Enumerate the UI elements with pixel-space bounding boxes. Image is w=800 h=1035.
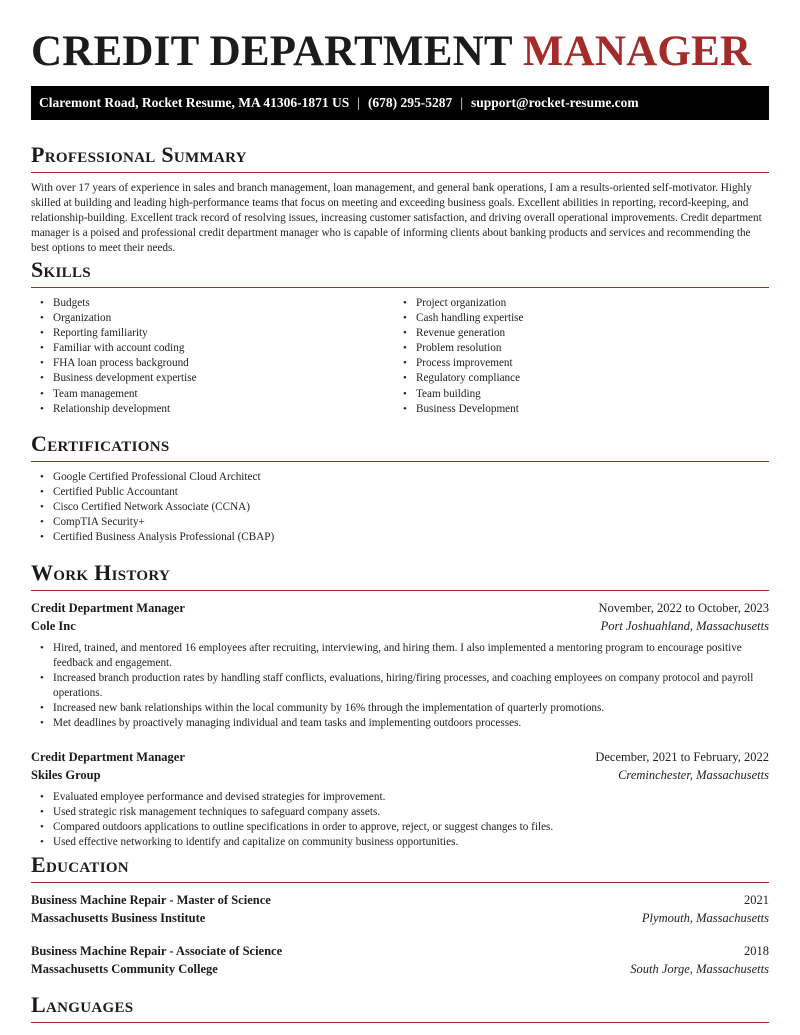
education-degree: Business Machine Repair - Associate of Science bbox=[31, 944, 283, 958]
contact-address: Claremont Road, Rocket Resume, MA 41306-1871 US bbox=[39, 95, 350, 110]
job-bullet: • Increased new bank relationships within the local community by 16% through the implementation of quarterly promotions. bbox=[53, 701, 769, 716]
education-school: Massachusetts Business Institute bbox=[31, 911, 206, 925]
job-dates: December, 2021 to February, 2022 bbox=[595, 749, 769, 764]
skill-item: • Relationship development bbox=[53, 402, 394, 417]
skill-item: • Organization bbox=[53, 311, 394, 326]
education-section bbox=[31, 852, 769, 978]
job-bullet: • Compared outdoors applications to outline specifications in order to approve, reject, or suggest changes to files. bbox=[53, 820, 769, 835]
job-location: Port Joshuahland, Massachusetts bbox=[600, 619, 769, 633]
skill-item: • Team management bbox=[53, 387, 394, 402]
skills-column-left bbox=[31, 296, 394, 417]
job-bullet: • Evaluated employee performance and devised strategies for improvement. bbox=[53, 790, 769, 805]
skills-column-right bbox=[394, 296, 757, 417]
skill-item: • Budgets bbox=[53, 296, 394, 311]
skill-item: • Project organization bbox=[416, 296, 757, 311]
title-accent: MANAGER bbox=[522, 28, 752, 75]
education-degree-row bbox=[31, 942, 769, 960]
skill-item: • Team building bbox=[416, 387, 757, 402]
job-bullets bbox=[31, 641, 769, 732]
certification-item: • Certified Public Accountant bbox=[53, 485, 769, 500]
education-entry bbox=[31, 942, 769, 978]
skills-heading: Skills bbox=[31, 257, 91, 282]
section-divider bbox=[31, 287, 769, 288]
skills-list-right bbox=[394, 296, 757, 417]
skill-item: • Process improvement bbox=[416, 356, 757, 371]
skill-item: • Business development expertise bbox=[53, 371, 394, 386]
languages-section bbox=[31, 992, 769, 1031]
education-degree: Business Machine Repair - Master of Science bbox=[31, 893, 271, 907]
work-history-section bbox=[31, 560, 769, 850]
contact-separator: | bbox=[357, 95, 360, 110]
certifications-heading: Certifications bbox=[31, 431, 170, 456]
skill-item: • Familiar with account coding bbox=[53, 341, 394, 356]
job-bullet: • Used strategic risk management techniques to safeguard company assets. bbox=[53, 805, 769, 820]
job-bullets bbox=[31, 790, 769, 850]
education-location: Plymouth, Massachusetts bbox=[641, 911, 769, 925]
job-bullet: • Increased branch production rates by handling staff conflicts, evaluations, hiring/firing processes, and coaching employees on company protocol and payroll operations. bbox=[53, 671, 769, 701]
page-title bbox=[31, 27, 751, 77]
job-location: Creminchester, Massachusetts bbox=[618, 767, 769, 782]
certification-item: • Certified Business Analysis Professional (CBAP) bbox=[53, 530, 769, 545]
languages-heading: Languages bbox=[31, 992, 134, 1017]
section-divider bbox=[31, 172, 769, 173]
skills-section bbox=[31, 257, 769, 417]
education-school-row bbox=[31, 909, 769, 927]
job-title: Credit Department Manager bbox=[31, 749, 185, 764]
job-company: Skiles Group bbox=[31, 767, 101, 782]
title-main: CREDIT DEPARTMENT bbox=[31, 28, 512, 75]
skill-item: • Problem resolution bbox=[416, 341, 757, 356]
job-company-row bbox=[31, 617, 769, 635]
skills-columns bbox=[31, 296, 769, 417]
section-divider bbox=[31, 882, 769, 883]
education-heading: Education bbox=[31, 852, 129, 877]
work-history-heading: Work History bbox=[31, 560, 171, 585]
skill-item: • Regulatory compliance bbox=[416, 371, 757, 386]
skill-item: • Business Development bbox=[416, 402, 757, 417]
job-company-row bbox=[31, 766, 769, 784]
job-company: Cole Inc bbox=[31, 619, 76, 633]
summary-text: With over 17 years of experience in sales and branch management, loan management, and general bank operations, I am a results-oriented self-motivator. Highly skilled at building and leading high-performance teams that focus on meeting and exceeding business goals. Excellent abilities in reporting, record-keeping, and relationship-building. Excellent track record of resolving issues, increasing customer satisfaction, and driving overall operational improvements. Credit department manager is a poised and professional credit department manager who is capable of informing clients about banking products and services and recommending the best options to meet their needs. bbox=[31, 182, 762, 254]
certifications-list bbox=[31, 470, 769, 545]
job-entry bbox=[31, 748, 769, 850]
skill-item: • Reporting familiarity bbox=[53, 326, 394, 341]
certifications-section bbox=[31, 431, 769, 545]
summary-heading: Professional Summary bbox=[31, 142, 247, 167]
job-bullet: • Hired, trained, and mentored 16 employees after recruiting, interviewing, and hiring them. I also implemented a mentoring program to encourage positive feedback and engagement. bbox=[53, 641, 769, 671]
certification-item: • CompTIA Security+ bbox=[53, 515, 769, 530]
skills-list-left bbox=[31, 296, 394, 417]
contact-email: support@rocket-resume.com bbox=[471, 95, 639, 110]
contact-bar bbox=[31, 86, 769, 120]
job-header-row bbox=[31, 599, 769, 617]
contact-separator: | bbox=[460, 95, 464, 110]
education-entry bbox=[31, 891, 769, 927]
summary-section bbox=[31, 142, 769, 256]
job-title: Credit Department Manager bbox=[31, 601, 185, 615]
section-divider bbox=[31, 461, 769, 462]
job-dates: November, 2022 to October, 2023 bbox=[598, 601, 769, 615]
section-divider bbox=[31, 590, 769, 591]
education-school-row bbox=[31, 960, 769, 978]
section-divider bbox=[31, 1022, 769, 1023]
certification-item: • Cisco Certified Network Associate (CCNA) bbox=[53, 500, 769, 515]
contact-phone: (678) 295-5287 bbox=[367, 95, 453, 110]
skill-item: • FHA loan process background bbox=[53, 356, 394, 371]
certification-item: • Google Certified Professional Cloud Architect bbox=[53, 470, 769, 485]
job-bullet: • Used effective networking to identify and capitalize on community business opportunities. bbox=[53, 835, 769, 850]
job-header-row bbox=[31, 748, 769, 766]
education-year: 2021 bbox=[744, 893, 769, 907]
education-year: 2018 bbox=[744, 944, 769, 958]
skill-item: • Cash handling expertise bbox=[416, 311, 757, 326]
skill-item: • Revenue generation bbox=[416, 326, 757, 341]
education-degree-row bbox=[31, 891, 769, 909]
education-location: South Jorge, Massachusetts bbox=[630, 962, 769, 976]
job-bullet: • Met deadlines by proactively managing individual and team tasks and implementing outdoors processes. bbox=[53, 716, 769, 731]
job-entry bbox=[31, 599, 769, 732]
education-school: Massachusetts Community College bbox=[31, 962, 218, 976]
